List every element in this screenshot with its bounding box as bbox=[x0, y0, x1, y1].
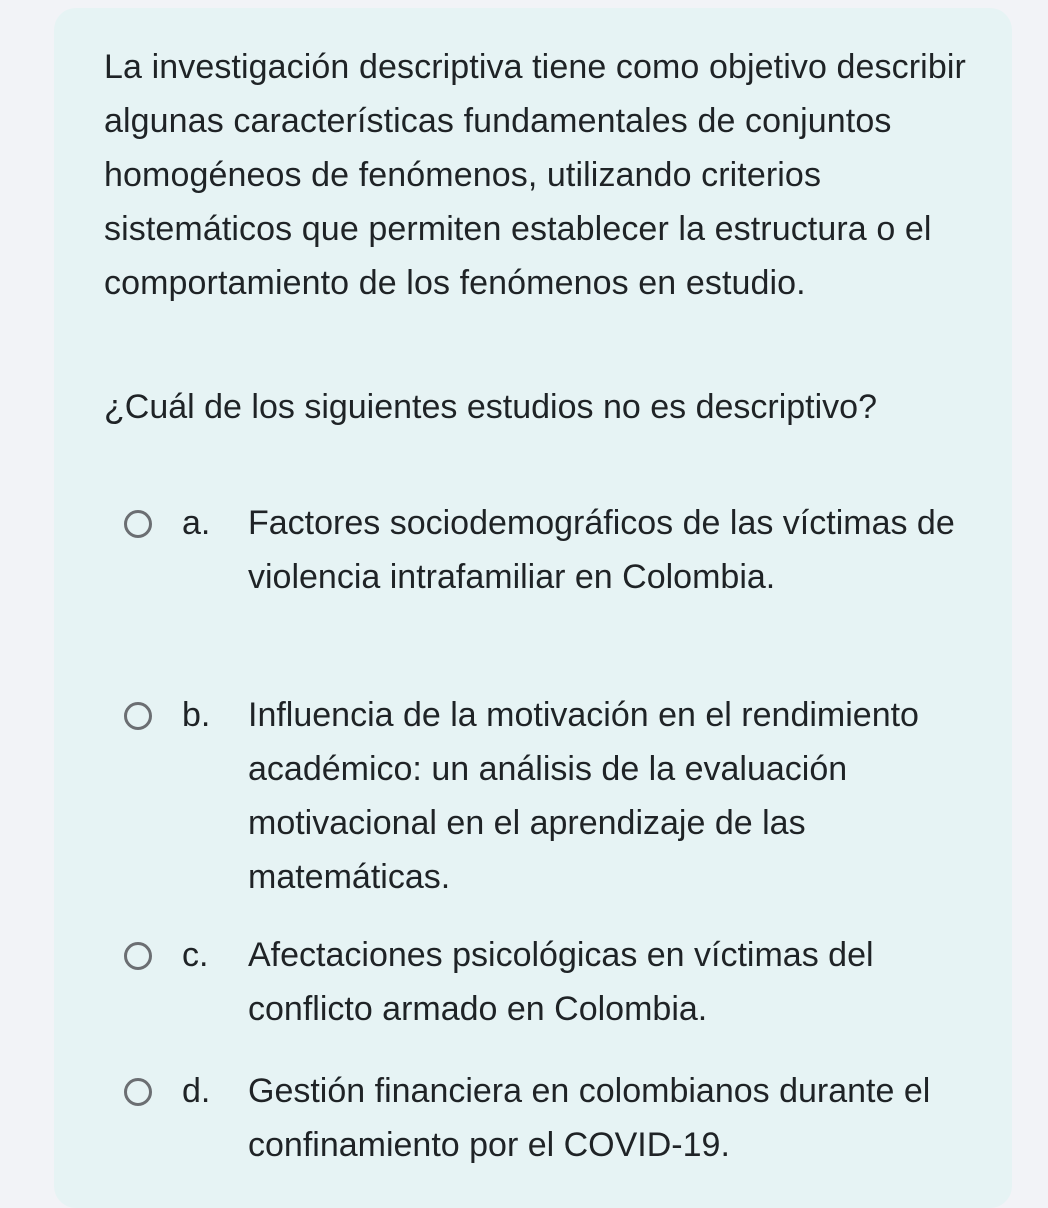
radio-button-c[interactable] bbox=[124, 942, 152, 970]
option-text-d[interactable]: Gestión financiera en colombianos durante el confinamiento por el COVID-19. bbox=[248, 1072, 931, 1164]
option-letter-d: d. bbox=[182, 1072, 211, 1110]
option-text-b[interactable]: Influencia de la motivación en el rendimiento académico: un análisis de la evaluación motivacional en el aprendizaje de las matemáticas. bbox=[248, 696, 919, 896]
question-prompt: ¿Cuál de los siguientes estudios no es descriptivo? bbox=[104, 388, 877, 426]
option-letter-b: b. bbox=[182, 696, 211, 734]
question-stem: La investigación descriptiva tiene como objetivo describir algunas características fundamentales de conjuntos homogéneos de fenómenos, utilizando criterios sistemáticos que permiten establecer la estructura o el comportamiento de los fenómenos en estudio. bbox=[104, 48, 966, 302]
radio-button-d[interactable] bbox=[124, 1078, 152, 1106]
option-text-a[interactable]: Factores sociodemográficos de las víctimas de violencia intrafamiliar en Colombia. bbox=[248, 504, 955, 596]
option-letter-c: c. bbox=[182, 936, 209, 974]
radio-button-a[interactable] bbox=[124, 510, 152, 538]
option-letter-a: a. bbox=[182, 504, 211, 542]
radio-button-b[interactable] bbox=[124, 702, 152, 730]
option-text-c[interactable]: Afectaciones psicológicas en víctimas del conflicto armado en Colombia. bbox=[248, 936, 874, 1028]
